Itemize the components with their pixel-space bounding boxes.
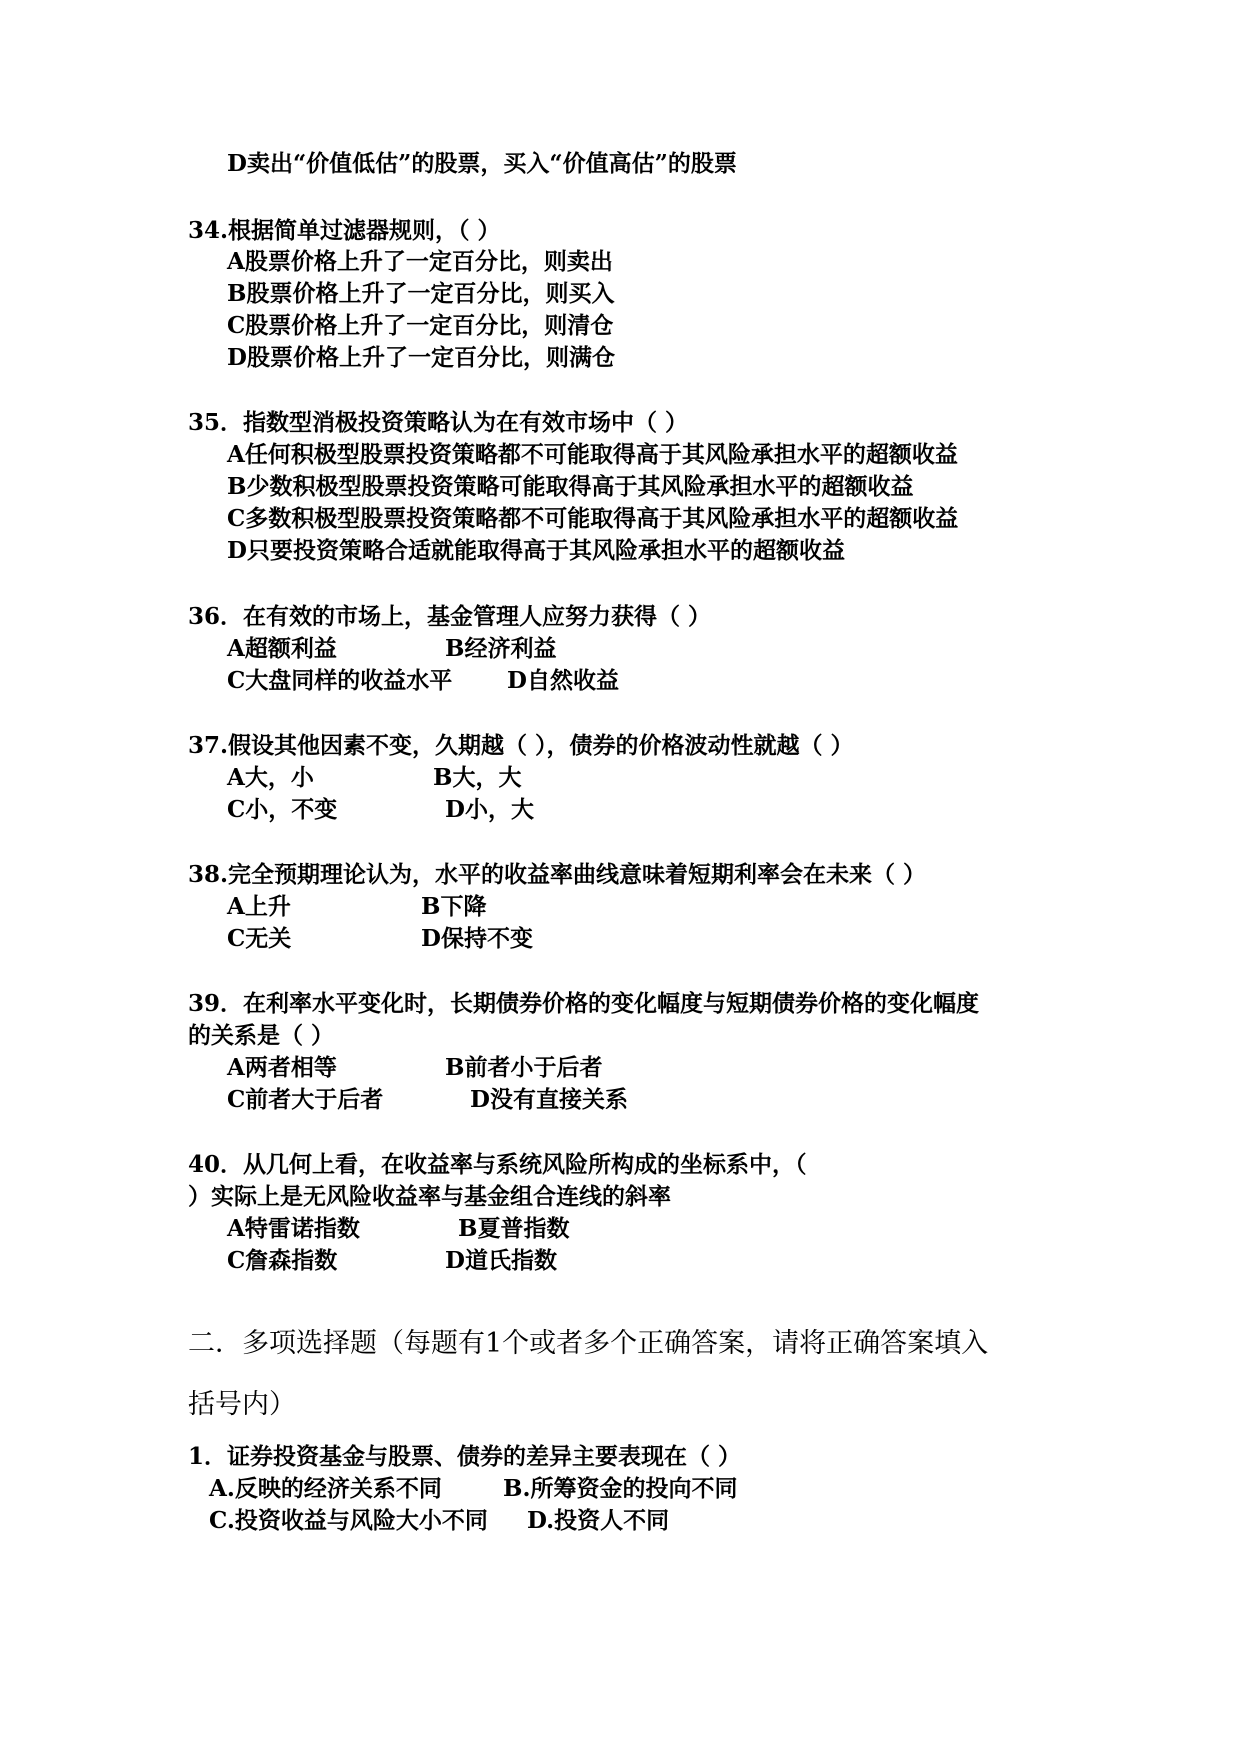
q38-stem: 38.完全预期理论认为，水平的收益率曲线意味着短期利率会在未来（ ） bbox=[188, 861, 927, 888]
q39-option-d: D没有直接关系 bbox=[470, 1086, 628, 1113]
q37-option-b: B大，大 bbox=[433, 764, 522, 791]
q33-option-d: D卖出“价值低估”的股票，买入“价值高估”的股票 bbox=[227, 150, 737, 177]
section2-title-line2: 括号内） bbox=[188, 1389, 296, 1420]
q40-option-d: D道氏指数 bbox=[445, 1247, 557, 1274]
q40-stem-line1: 40．从几何上看，在收益率与系统风险所构成的坐标系中，（ bbox=[188, 1151, 807, 1178]
q39-stem-line2: 的关系是（ ） bbox=[188, 1022, 335, 1049]
q37-option-c: C小，不变 bbox=[227, 796, 338, 823]
q38-option-b: B下降 bbox=[421, 893, 487, 920]
q34-option-b: B股票价格上升了一定百分比，则买入 bbox=[227, 280, 615, 307]
q35-stem: 35．指数型消极投资策略认为在有效市场中（ ） bbox=[188, 409, 689, 436]
q38-option-d: D保持不变 bbox=[421, 925, 533, 952]
q34-stem: 34.根据简单过滤器规则，（ ） bbox=[188, 217, 501, 244]
q35-option-b: B少数积极型股票投资策略可能取得高于其风险承担水平的超额收益 bbox=[227, 473, 914, 500]
q39-option-c: C前者大于后者 bbox=[227, 1086, 384, 1113]
q38-option-a: A上升 bbox=[227, 893, 291, 920]
q40-option-b: B夏普指数 bbox=[458, 1215, 570, 1242]
q34-option-a: A股票价格上升了一定百分比，则卖出 bbox=[227, 248, 613, 275]
m1-stem: 1．证券投资基金与股票、债券的差异主要表现在（ ） bbox=[188, 1443, 742, 1470]
q38-option-c: C无关 bbox=[227, 925, 292, 952]
q36-stem: 36．在有效的市场上，基金管理人应努力获得（ ） bbox=[188, 603, 712, 630]
q40-option-c: C詹森指数 bbox=[227, 1247, 338, 1274]
q35-option-a: A任何积极型股票投资策略都不可能取得高于其风险承担水平的超额收益 bbox=[227, 441, 958, 468]
q40-stem-line2: ）实际上是无风险收益率与基金组合连线的斜率 bbox=[188, 1183, 671, 1210]
q36-option-b: B经济利益 bbox=[445, 635, 557, 662]
q37-option-a: A大，小 bbox=[227, 764, 314, 791]
m1-option-a: A.反映的经济关系不同 bbox=[209, 1475, 442, 1502]
q35-option-d: D只要投资策略合适就能取得高于其风险承担水平的超额收益 bbox=[227, 537, 845, 564]
q40-option-a: A特雷诺指数 bbox=[227, 1215, 360, 1242]
q36-option-c: C大盘同样的收益水平 bbox=[227, 667, 453, 694]
q36-option-d: D自然收益 bbox=[507, 667, 619, 694]
q39-option-a: A两者相等 bbox=[227, 1054, 337, 1081]
q39-stem-line1: 39．在利率水平变化时，长期债券价格的变化幅度与短期债券价格的变化幅度 bbox=[188, 990, 980, 1017]
q35-option-c: C多数积极型股票投资策略都不可能取得高于其风险承担水平的超额收益 bbox=[227, 505, 959, 532]
m1-option-c: C.投资收益与风险大小不同 bbox=[209, 1507, 488, 1534]
section2-title-line1: 二．多项选择题（每题有1个或者多个正确答案，请将正确答案填入 bbox=[188, 1328, 989, 1359]
q34-option-c: C股票价格上升了一定百分比，则清仓 bbox=[227, 312, 614, 339]
q36-option-a: A超额利益 bbox=[227, 635, 337, 662]
q39-option-b: B前者小于后者 bbox=[445, 1054, 603, 1081]
q37-stem: 37.假设其他因素不变，久期越（ ），债券的价格波动性就越（ ） bbox=[188, 732, 854, 759]
q34-option-d: D股票价格上升了一定百分比，则满仓 bbox=[227, 344, 615, 371]
m1-option-b: B.所筹资金的投向不同 bbox=[503, 1475, 738, 1502]
m1-option-d: D.投资人不同 bbox=[527, 1507, 670, 1534]
q37-option-d: D小，大 bbox=[445, 796, 534, 823]
